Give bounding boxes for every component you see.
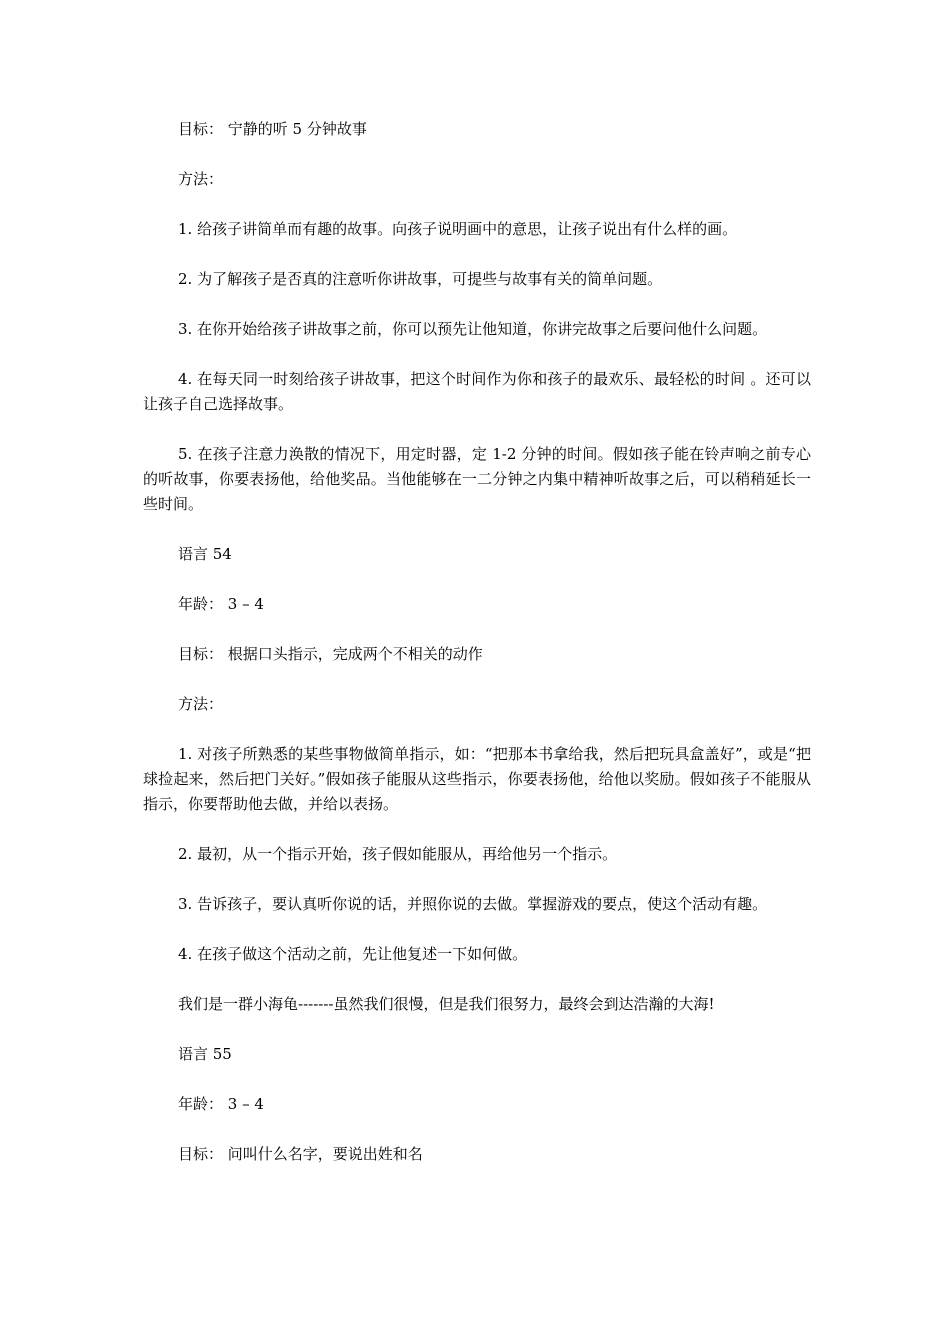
goal-line: 目标： 问叫什么名字，要说出姓和名 [178, 1145, 423, 1163]
method-step: 3. 告诉孩子，要认真听你说的话，并照你说的去做。掌握游戏的要点，使这个活动有趣。 [178, 895, 768, 913]
motto-line: 我们是一群小海龟-------虽然我们很慢，但是我们很努力，最终会到达浩瀚的大海! [178, 995, 715, 1013]
method-step: 1. 对孩子所熟悉的某些事物做简单指示，如：“把那本书拿给我，然后把玩具盒盖好”，或是“把球捡起来，然后把门关好。”假如孩子能服从这些指示，你要表扬他，给他以奖励。假如孩子不能服从指示，你要帮助他去做，并给以表扬。 [143, 745, 811, 813]
section-title: 语言 55 [178, 1045, 232, 1063]
method-step: 4. 在每天同一时刻给孩子讲故事，把这个时间作为你和孩子的最欢乐、最轻松的时间 。还可以让孩子自己选择故事。 [143, 370, 811, 413]
age-line: 年龄： 3 – 4 [178, 1095, 264, 1113]
goal-line: 目标： 宁静的听 5 分钟故事 [178, 120, 367, 138]
method-step: 1. 给孩子讲简单而有趣的故事。向孩子说明画中的意思，让孩子说出有什么样的画。 [178, 220, 738, 238]
method-step: 4. 在孩子做这个活动之前，先让他复述一下如何做。 [178, 945, 528, 963]
method-step: 3. 在你开始给孩子讲故事之前，你可以预先让他知道，你讲完故事之后要问他什么问题。 [178, 320, 768, 338]
method-step: 2. 为了解孩子是否真的注意听你讲故事，可提些与故事有关的简单问题。 [178, 270, 663, 288]
age-line: 年龄： 3 – 4 [178, 595, 264, 613]
method-step: 2. 最初，从一个指示开始，孩子假如能服从，再给他另一个指示。 [178, 845, 618, 863]
method-heading: 方法： [178, 170, 224, 188]
section-title: 语言 54 [178, 545, 232, 563]
method-heading: 方法： [178, 695, 224, 713]
method-step: 5. 在孩子注意力涣散的情况下，用定时器，定 1-2 分钟的时间。假如孩子能在铃声响之前专心的听故事，你要表扬他，给他奖品。当他能够在一二分钟之内集中精神听故事之后，可以稍稍延长一些时间。 [143, 445, 811, 513]
goal-line: 目标： 根据口头指示，完成两个不相关的动作 [178, 645, 483, 663]
document-page [143, 117, 811, 1192]
